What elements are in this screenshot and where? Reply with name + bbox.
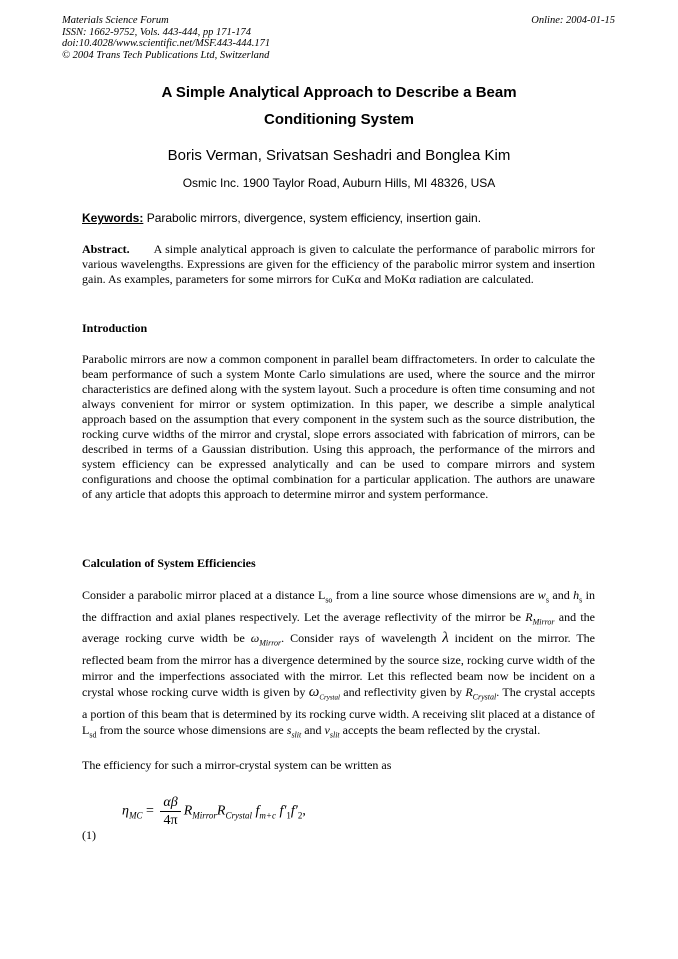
affiliation: Osmic Inc. 1900 Taylor Road, Auburn Hills, MI 48326, USA <box>182 176 496 190</box>
doi-line: doi:10.4028/www.scientific.net/MSF.443-444.171 <box>62 38 271 49</box>
abstract <box>82 242 595 287</box>
equation-number: (1) <box>82 828 96 842</box>
authors: Boris Verman, Srivatsan Seshadri and Bonglea Kim <box>167 147 511 164</box>
journal-name: Materials Science Forum <box>62 15 169 26</box>
abstract-text: A simple analytical approach is given to calculate the performance of parabolic mirrors for various wavelengths. Expressions are given for the efficiency of the parabolic mirror system and insertion gain. As examples, parameters for some mirrors for CuKα and MoKα radiation are calculated. <box>82 242 595 286</box>
equation-1: $\eta_{MC}$ = $\frac{\alpha\beta}{4\pi}$ $R_{Mirror}R_{Crystal}$ $f_{m+c}$ $f'_1f'_2$, <box>122 795 306 828</box>
equation-fraction: $\frac{\alpha\beta}{4\pi}$ <box>160 794 180 829</box>
online-date: Online: 2004-01-15 <box>531 15 615 26</box>
introduction-paragraph: Parabolic mirrors are now a common component in parallel beam diffractometers. In order to calculate the beam performance of such a system Monte Carlo simulations are used, where the source and the mirror characteristics are defined along with the system layout. Such a procedure is often time consuming and not always convenient for mirror or system optimization. In this paper, we describe a simple analytical approach based on the assumption that every component in the system such as the source distribution, the rocking curve widths of the mirror and crystal, slope errors associated with fabrication of mirrors, can be described in terms of a Gaussian distribution. Using this approach, the performance of the mirrors and system efficiency can be expressed analytically and can be used to compare mirrors and system configurations and choose the optimal combination for a particular application. The authors are unaware of any article that adopts this approach to determine mirror and system performance. <box>82 352 595 501</box>
keywords <box>82 211 602 225</box>
copyright-line: © 2004 Trans Tech Publications Ltd, Switzerland <box>62 49 270 61</box>
paper-title-line1: A Simple Analytical Approach to Describe a Beam <box>161 84 517 101</box>
efficiency-intro: The efficiency for such a mirror-crystal system can be written as <box>82 758 392 772</box>
calculation-heading: Calculation of System Efficiencies <box>82 556 256 570</box>
calculation-paragraph: Consider a parabolic mirror placed at a distance $L_{so}$ from a line source whose dimensions are $w_s$ and $h_s$ in the diffraction and axial planes respectively. Let the average reflectivity of the mirror be $R_{Mirror}$ and the average rocking curve width be $\omega_{Mirror}$. Consider rays of wavelength λ incident on the mirror. The reflected beam from the mirror has a divergence determined by the source size, rocking curve width of the mirror and the imperfections associated with the mirror. Let this reflected beam now be incident on a crystal whose rocking curve width is given by $\omega_{Crystal}$ and reflectivity given by $R_{Crystal}$. The crystal accepts a portion of this beam that is determined by its rocking curve width. A receiving slit placed at a distance of $L_{sd}$ from the source whose dimensions are $s_{slit}$ and $v_{slit}$ accepts the beam reflected by the crystal. <box>82 588 596 740</box>
introduction-heading: Introduction <box>82 321 148 335</box>
journal-header <box>62 15 270 61</box>
keywords-text: Parabolic mirrors, divergence, system efficiency, insertion gain. <box>143 211 482 225</box>
issn-line: ISSN: 1662-9752, Vols. 443-444, pp 171-174 <box>62 26 251 38</box>
paper-title-line2: Conditioning System <box>264 111 414 128</box>
keywords-label: Keywords: <box>82 211 144 225</box>
abstract-label: Abstract. <box>82 242 130 256</box>
